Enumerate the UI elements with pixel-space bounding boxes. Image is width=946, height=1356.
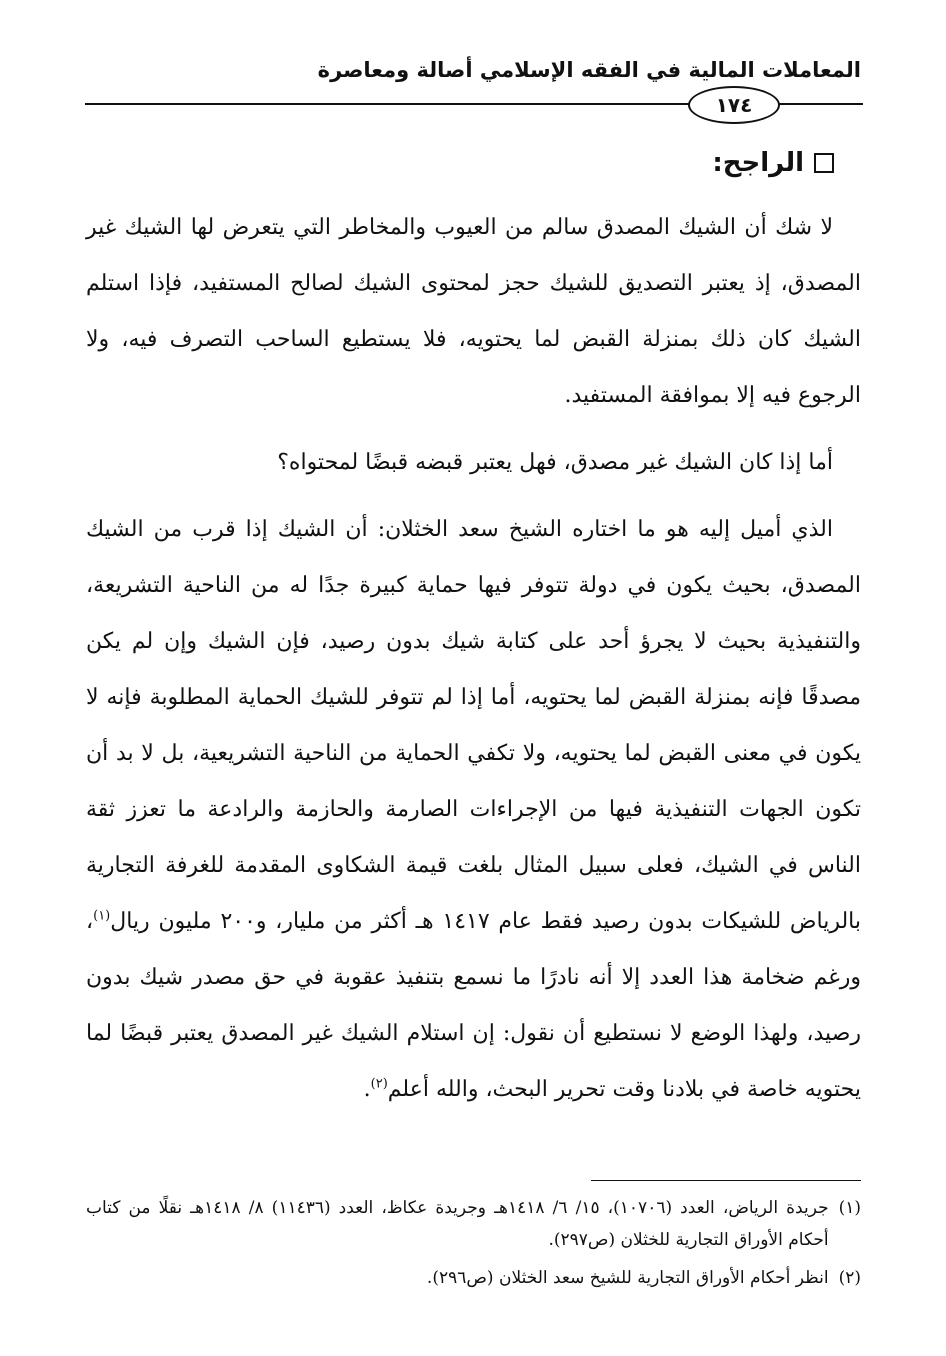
paragraph-3 [86,502,861,1118]
footnote-ref-1[interactable]: (١) [93,908,111,924]
section-heading-label: الراجح: [712,148,804,178]
footnote-2 [86,1262,861,1294]
footnote-2-text: انظر أحكام الأوراق التجارية للشيخ سعد الخثلان (ص٢٩٦). [426,1268,829,1288]
footnote-ref-2[interactable]: (٢) [370,1076,388,1092]
paragraph-3-part-3: . [363,1077,371,1102]
paragraph-3-part-1: الذي أميل إليه هو ما اختاره الشيخ سعد الخثلان: أن الشيك إذا قرب من الشيك المصدق، بحيث يكون في دولة تتوفر فيها حماية كبيرة جدًا له من الناحية التشريعة، والتنفيذية بحيث لا يجرؤ أحد على كتابة شيك بدون رصيد، فإن الشيك وإن لم يكن مصدقًا فإنه بمنزلة القبض لما يحتويه، أما إذا لم تتوفر للشيك الحماية المطلوبة فإنه لا يكون في معنى القبض لما يحتويه، ولا تكفي الحماية من الناحية التشريعية، بل لا بد أن تكون الجهات التنفيذية فيها من الإجراءات الصارمة والحازمة والرادعة ما تعزز ثقة الناس في الشيك، فعلى سبيل المثال بلغت قيمة الشكاوى المقدمة للغرفة التجارية بالرياض للشيكات بدون رصيد فقط عام ١٤١٧ هـ أكثر من مليار، و٢٠٠ مليون ريال [86,517,861,934]
footnote-separator [591,1180,861,1181]
body-text [86,200,861,1129]
footnote-1-text: جريدة الرياض، العدد (١٠٧٠٦)، ١٥/ ٦/ ١٤١٨هـ وجريدة عكاظ، العدد (١١٤٣٦) ٨/ ١٤١٨هـ نقلًا من كتاب أحكام الأوراق التجارية للخثلان (ص٢٩٧). [86,1198,829,1250]
section-heading [712,148,834,178]
footnotes [86,1192,861,1300]
paragraph-2: أما إذا كان الشيك غير مصدق، فهل يعتبر قبضه قبضًا لمحتواه؟ [277,450,833,475]
running-header: المعاملات المالية في الفقه الإسلامي أصالة ومعاصرة [317,58,861,82]
page-number: ١٧٤ [688,86,780,124]
footnote-1 [86,1192,861,1256]
paragraph-1: لا شك أن الشيك المصدق سالم من العيوب والمخاطر التي يتعرض لها الشيك غير المصدق، إذ يعتبر التصديق للشيك حجز لمحتوى الشيك لصالح المستفيد، فإذا استلم الشيك كان ذلك بمنزلة القبض لما يحتويه، فلا يستطيع الساحب التصرف فيه، ولا الرجوع فيه إلا بموافقة المستفيد. [86,215,861,408]
square-bullet-icon [814,153,834,173]
footnote-2-number: (٢) [838,1268,861,1288]
footnote-1-number: (١) [838,1198,861,1218]
paragraph-3-part-2: ، ورغم ضخامة هذا العدد إلا أنه نادرًا ما نسمع بتنفيذ عقوبة في حق مصدر شيك بدون رصيد، ولهذا الوضع لا نستطيع أن نقول: إن استلام الشيك غير المصدق يعتبر قبضًا لما يحتويه خاصة في بلادنا وقت تحرير البحث، والله أعلم [86,909,861,1102]
